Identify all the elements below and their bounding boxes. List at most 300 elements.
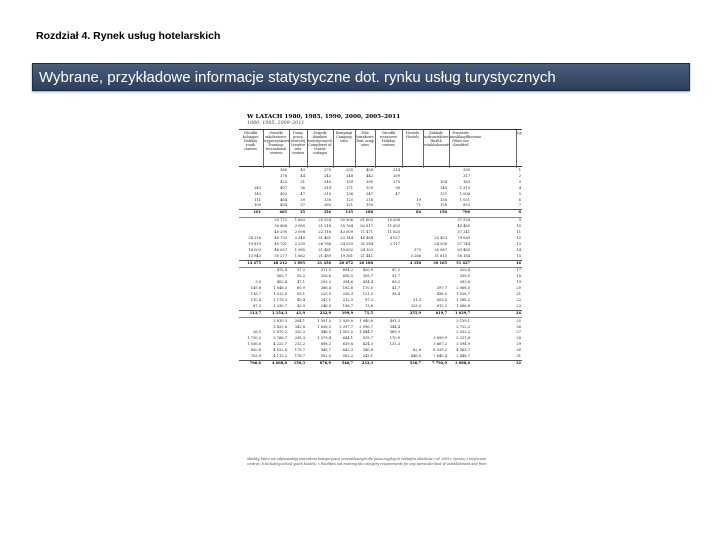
table-cell: 330 xyxy=(324,197,331,202)
table-cell: 365 xyxy=(324,203,331,208)
table-cell: 43,9 xyxy=(296,303,305,308)
table-cell: 4 027 xyxy=(389,235,400,240)
table-cell: 494 xyxy=(280,203,287,208)
table-cell: 1 636,3 xyxy=(317,324,331,329)
table-cell: 25 xyxy=(516,318,521,323)
table-cell: 4 363,7 xyxy=(456,348,470,353)
table-cell: 24 508 xyxy=(434,241,447,246)
table-cell: 136 xyxy=(346,191,353,196)
table-cell: 158 xyxy=(440,197,447,202)
section-divider xyxy=(239,267,522,268)
table-cell: 26,5 xyxy=(252,330,261,335)
slide-title-banner: Wybrane, przykładowe informacje statystyczne dot. rynku usług turystycznych xyxy=(32,63,690,91)
table-cell: 19 819 xyxy=(248,241,261,246)
table-cell: 199 xyxy=(346,179,353,184)
table-cell: 21 xyxy=(516,292,521,296)
table-cell: 3 810,3 xyxy=(273,318,287,323)
table-cell: 30 165 xyxy=(433,260,447,265)
table-cell: 111 xyxy=(254,197,261,202)
table-cell: 369,3 xyxy=(389,330,400,335)
table-cell: 110,4 xyxy=(250,297,261,302)
table-cell: 50,2 xyxy=(296,274,305,279)
table-cell: 16 xyxy=(516,260,522,265)
table-cell: 340,8 xyxy=(362,348,373,353)
table-header xyxy=(239,129,522,167)
table-cell: 47,1 xyxy=(296,280,305,285)
table-cell: 283,6 xyxy=(459,280,470,285)
table-cell: 497 xyxy=(280,185,287,190)
column-header: Zespoły domków turystycznych Complexes of tourist cottages xyxy=(307,130,332,168)
table-cell: 2 xyxy=(518,173,521,178)
table-cell: 179,7 xyxy=(294,348,305,353)
table-cell: 703,9 xyxy=(250,354,261,358)
column-header: Domy pracy twórczej Creative arts centres xyxy=(289,130,306,168)
table-cell: 519,7 xyxy=(362,336,373,341)
table-cell: 26 xyxy=(516,324,521,329)
table-cell: 24 303 xyxy=(360,247,373,252)
table-cell: 20 188 xyxy=(359,260,373,265)
table-cell: 21 489 xyxy=(318,253,331,258)
table-cell: 270 xyxy=(324,168,331,172)
table-cell: 63 465 xyxy=(457,247,470,252)
table-cell: 562,7 xyxy=(276,274,287,279)
table-cell: 3 667,2 xyxy=(433,342,447,347)
table-cell: 73,6 xyxy=(364,303,373,308)
table-years: 1980, 1985, 2009–2011 xyxy=(247,121,305,126)
table-cell: 21 441 xyxy=(360,253,373,258)
section-divider xyxy=(239,217,522,218)
table-cell: 2 066,0 xyxy=(456,286,470,291)
table-cell: 236,3 xyxy=(342,292,353,296)
column-header: Pozostałe niesklasyfikowane Other not classified xyxy=(449,130,471,168)
table-cell: 247 xyxy=(366,191,373,196)
table-cell: 31 461 xyxy=(318,235,331,240)
table-cell: 294,1 xyxy=(294,318,305,323)
table-cell: 3 297,7 xyxy=(339,324,353,329)
table-cell: 1 046,3 xyxy=(273,286,287,291)
table-cell: 8 335,2 xyxy=(433,348,447,353)
table-cell: 13 xyxy=(516,241,521,246)
table-cell: 245 xyxy=(254,185,261,190)
table-cell: 195 xyxy=(366,203,373,208)
table-cell: 3 xyxy=(518,179,521,184)
table-cell: 491,3 xyxy=(389,318,400,323)
column-header: Zakłady uzdrowiskowe Health establishments xyxy=(423,130,448,168)
table-cell: 11 653 xyxy=(387,224,400,229)
table-cell: 2 239 xyxy=(294,241,305,246)
table-cell: 20 672 xyxy=(339,260,353,265)
table-cell: 1 008 xyxy=(459,191,470,196)
table-cell: 945,7 xyxy=(320,348,331,353)
table-cell: 125 xyxy=(346,197,353,202)
table-cell: 248 xyxy=(346,173,353,178)
table-cell: 225,9 xyxy=(320,292,331,296)
table-cell: 30 xyxy=(516,348,521,353)
table-cell: 320,3 xyxy=(294,330,305,335)
table-cell: 87,3 xyxy=(252,303,261,308)
table-cell: 19 xyxy=(516,280,521,285)
table-cell: 642,3 xyxy=(342,348,353,353)
table-cell: 475,4 xyxy=(276,268,287,273)
table-cell: 344,4 xyxy=(389,324,400,329)
table-cell: 62,8 xyxy=(412,348,421,353)
column-header: Pola biwakowe Tent camp sites xyxy=(355,130,374,168)
table-cell: 644,1 xyxy=(342,336,353,341)
table-cell: 21 481 xyxy=(318,247,331,252)
table-cell: 766,6 xyxy=(249,360,261,365)
table-row xyxy=(239,260,522,266)
column-header: Lp xyxy=(516,130,522,168)
table-cell: 30 987 xyxy=(434,247,447,252)
table-cell: 5 xyxy=(518,191,521,196)
table-cell: 286,4 xyxy=(320,286,331,291)
table-cell: 1 212,0 xyxy=(273,292,287,296)
table-cell: 56 184 xyxy=(457,253,470,258)
chapter-heading: Rozdział 4. Rynek usług hotelarskich xyxy=(36,30,221,42)
table-cell: 170,0 xyxy=(362,286,373,291)
table-cell: 14 xyxy=(516,247,521,252)
table-cell: 44 xyxy=(300,173,305,178)
table-cell: 255 xyxy=(346,168,353,172)
table-cell: 1 154,3 xyxy=(271,310,287,315)
table-cell: 536,7 xyxy=(409,360,421,365)
table-cell: 19 692 xyxy=(340,247,353,252)
table-cell: 380 xyxy=(280,168,287,172)
table-cell: 31 xyxy=(516,354,521,358)
table-cell: 188 xyxy=(365,210,373,215)
table-cell: 87,2 xyxy=(391,268,400,273)
table-cell: 1 683 xyxy=(294,218,305,223)
table-cell: 16 003 xyxy=(248,247,261,252)
table-cell: 20 924 xyxy=(318,218,331,223)
table-cell: 17 xyxy=(516,268,521,273)
table-cell: 255,9 xyxy=(409,310,421,315)
table-cell: 100 xyxy=(254,203,261,208)
table-cell: 97,2 xyxy=(364,297,373,302)
table-cell: 178,7 xyxy=(294,354,305,358)
table-cell: 22 xyxy=(516,297,521,302)
table-cell: 47 xyxy=(300,191,305,196)
table-cell: 171 xyxy=(346,185,353,190)
table-cell: 84 xyxy=(415,210,421,215)
table-cell: 11 xyxy=(516,230,521,234)
table-cell: 1 730,3 xyxy=(247,336,261,341)
table-cell: 315 xyxy=(324,191,331,196)
table-cell: 36 xyxy=(300,185,305,190)
table-cell: 29 xyxy=(516,342,521,347)
table-cell: 1 895 xyxy=(293,260,305,265)
table-cell: 1 228,7 xyxy=(456,292,470,296)
table-cell: 60,9 xyxy=(296,286,305,291)
table-cell: 3 825,8 xyxy=(273,324,287,329)
table-cell: 317 xyxy=(463,173,470,178)
table-cell: 41,9 xyxy=(296,310,305,315)
table-cell: 158 xyxy=(440,203,447,208)
table-cell: 4 358 xyxy=(409,260,421,265)
table-cell: 2 096,7 xyxy=(359,324,373,329)
table-cell: 27 xyxy=(516,330,521,335)
table-cell: 420,9 xyxy=(362,268,373,273)
table-cell: 952,0 xyxy=(320,354,331,358)
table-cell: 898,2 xyxy=(320,342,331,347)
section-divider xyxy=(239,317,522,318)
table-cell: 212,2 xyxy=(294,342,305,347)
table-cell: 240 xyxy=(324,179,331,184)
table-cell: 24 939 xyxy=(340,241,353,246)
table-cell: 49 701 xyxy=(274,241,287,246)
table-cell: 270 xyxy=(393,179,400,184)
table-cell: 464 xyxy=(280,197,287,202)
table-cell: 1 844,7 xyxy=(359,330,373,335)
table-cell: 48 752 xyxy=(274,235,287,240)
table-cell: 71,5 xyxy=(364,310,373,315)
table-cell: 339 xyxy=(366,185,373,190)
table-cell: 223,3 xyxy=(410,303,421,308)
table-cell: 25 453 xyxy=(434,235,447,240)
table-cell: 458 xyxy=(366,168,373,172)
table-cell: 31 xyxy=(300,179,305,184)
table-cell: 90 xyxy=(395,185,400,190)
table-cell: 5 311,8 xyxy=(456,336,470,341)
table-cell: 43 xyxy=(300,168,305,172)
table-cell: 116,7 xyxy=(250,292,261,296)
table-cell: 49,4 xyxy=(296,297,305,302)
table-cell: 15 xyxy=(516,253,521,258)
table-cell: 30 868 xyxy=(274,224,287,229)
table-cell: 436,0 xyxy=(436,292,447,296)
table-cell: 242 xyxy=(324,173,331,178)
table-cell: 583,2 xyxy=(342,354,353,358)
table-cell: 59,1 xyxy=(296,292,305,296)
table-cell: 390 xyxy=(366,179,373,184)
table-cell: 2 117 xyxy=(389,241,400,246)
table-cell: 150,3 xyxy=(293,360,305,365)
table-cell: 653,0 xyxy=(436,297,447,302)
table-cell: 21 218 xyxy=(318,224,331,229)
table-cell: 4 xyxy=(518,185,521,190)
table-cell: 23 144 xyxy=(340,235,353,240)
table-cell: 212,9 xyxy=(342,297,353,302)
table-cell: 233,3 xyxy=(361,360,373,365)
table-note-pl: obiekty, które nie odpowiadają warunkom kategoryzacji przewidzianym dla poszczególnych rodzajów obiektów i od 2009 r. łącznie z miejscami xyxy=(247,457,486,461)
table-row xyxy=(239,360,522,366)
table-cell: 11 625 xyxy=(387,230,400,234)
table-cell: 14 475 xyxy=(247,260,261,265)
table-cell: 121,5 xyxy=(362,292,373,296)
table-cell: 3 899,9 xyxy=(433,336,447,341)
table-cell: 3 768,7 xyxy=(273,336,287,341)
table-cell: 1 230,7 xyxy=(273,303,287,308)
table-cell: 852 xyxy=(463,203,470,208)
table-cell: 639,8 xyxy=(342,342,353,347)
table-cell: 19 xyxy=(416,197,421,202)
table-cell: 7 640,4 xyxy=(433,354,447,358)
table-cell: 395 xyxy=(463,168,470,172)
table-cell: 3 266 xyxy=(410,253,421,258)
table-cell: 2 939,0 xyxy=(339,318,353,323)
table-cell: 8 xyxy=(518,210,521,215)
table-cell: 4 022,8 xyxy=(273,348,287,353)
table-cell: 37 xyxy=(300,203,305,208)
table-row xyxy=(239,209,522,215)
table-cell: 113,7 xyxy=(249,310,261,315)
table-cell: 170,9 xyxy=(389,336,400,341)
scanned-statistics-table xyxy=(233,112,527,482)
table-cell: 37 241 xyxy=(457,230,470,234)
table-cell: 50 277 xyxy=(274,253,287,258)
table-cell: 41,7 xyxy=(391,286,400,291)
table-cell: 104 xyxy=(440,179,447,184)
column-header: Kempingi Camping sites xyxy=(333,130,354,168)
table-cell: 89,2 xyxy=(391,280,400,285)
table-cell: 246,3 xyxy=(320,303,331,308)
table-cell: 13 943 xyxy=(248,253,261,258)
table-cell: 39 xyxy=(300,197,305,202)
table-cell: 946,5 xyxy=(320,330,331,335)
table-cell: 31 284 xyxy=(360,241,373,246)
table-cell: 55 764 xyxy=(340,224,353,229)
table-cell: 305,7 xyxy=(362,274,373,279)
table-cell: 34 316 xyxy=(248,235,261,240)
table-cell: 101 xyxy=(253,210,261,215)
table-cell: 135 xyxy=(345,210,353,215)
table-cell: 339,5 xyxy=(459,274,470,279)
table-cell: 58,4 xyxy=(391,292,400,296)
table-cell: 2 722,2 xyxy=(456,324,470,329)
table-cell: 1 319 xyxy=(459,185,470,190)
table-cell: 1 940,8 xyxy=(359,318,373,323)
table-cell: 1 862 xyxy=(294,253,305,258)
table-cell: 121 xyxy=(346,203,353,208)
table-cell: 446,0 xyxy=(410,354,421,358)
table-cell: 2 085 xyxy=(294,224,305,229)
table-cell: 12 xyxy=(516,235,521,240)
table-cell: 79 080 xyxy=(457,235,470,240)
table-cell: 293,2 xyxy=(320,280,331,285)
table-cell: 329,4 xyxy=(459,268,470,273)
table-cell: 1 031 xyxy=(459,197,470,202)
column-header: Hostele Hostels xyxy=(402,130,422,168)
table-cell: 397,7 xyxy=(436,286,447,291)
table-cell: 198,7 xyxy=(342,303,353,308)
table-cell: 149,8 xyxy=(250,286,261,291)
table-cell: 7 792,9 xyxy=(431,360,447,365)
table-cell: 22 118 xyxy=(318,230,331,234)
table-cell: 140 xyxy=(440,185,447,190)
table-cell: 48 212 xyxy=(273,260,287,265)
table-cell: 575 xyxy=(414,247,421,252)
table-cell: 232,9 xyxy=(319,310,331,315)
table-cell: 43 009 xyxy=(340,230,353,234)
table-cell: 4 068,8 xyxy=(271,360,287,365)
column-header: Ośrodki wczasowe Holiday centres xyxy=(375,130,401,168)
table-cell: 143 xyxy=(254,191,261,196)
table-cell: 378 xyxy=(280,173,287,178)
table-cell: 37 528 xyxy=(457,218,470,223)
table-cell: 91,7 xyxy=(391,274,400,279)
table-cell: 238,3 xyxy=(294,336,305,341)
table-cell: 343,8 xyxy=(294,324,305,329)
table-row xyxy=(239,310,522,316)
table-cell: 311,5 xyxy=(320,268,331,273)
table-cell: 32 xyxy=(516,360,522,365)
table-cell: 3 448,7 xyxy=(456,354,470,358)
table-cell: 3,0 xyxy=(255,280,261,285)
table-cell: 31 815 xyxy=(434,253,447,258)
table-cell: 82 817 xyxy=(360,224,373,229)
table-cell: 247,1 xyxy=(320,297,331,302)
table-cell: 24 xyxy=(516,310,522,315)
table-cell: 1 036,8 xyxy=(247,342,261,347)
table-cell: 21 456 xyxy=(317,260,331,265)
table-cell: 1 178,3 xyxy=(273,297,287,302)
table-cell: 434,4 xyxy=(362,280,373,285)
table-cell: 424,3 xyxy=(362,342,373,347)
table-cell: 820,8 xyxy=(250,348,261,353)
table-cell: 71 xyxy=(416,203,421,208)
table-cell: 37,2 xyxy=(296,268,305,273)
table-cell: 26 786 xyxy=(318,241,331,246)
table-cell: 35 xyxy=(299,210,305,215)
table-cell: 20 xyxy=(516,286,521,291)
table-cell: 2 870,2 xyxy=(273,330,287,335)
table-cell: 314 xyxy=(324,185,331,190)
table-cell: 1 591,3 xyxy=(317,318,331,323)
table-cell: 612,2 xyxy=(436,303,447,308)
table-cell: 48 057 xyxy=(274,247,287,252)
table-cell: 51 427 xyxy=(456,260,470,265)
table-cell: 9 xyxy=(518,218,521,223)
table-cell: 47 xyxy=(395,191,400,196)
table-cell: 422 xyxy=(280,179,287,184)
table-cell: 328,8 xyxy=(320,274,331,279)
table-cell: 28 xyxy=(516,336,521,341)
table-cell: 3 594,9 xyxy=(456,342,470,347)
table-cell: 10 xyxy=(516,224,521,229)
table-cell: 492 xyxy=(280,191,287,196)
table-cell: 158 xyxy=(439,210,447,215)
table-cell: 243,1 xyxy=(362,354,373,358)
table-cell: 18 xyxy=(516,274,521,279)
column-header: Ośrodki szkoleniowo-wypoczynkowe Training-recreational centres xyxy=(263,130,288,168)
table-cell: 656,5 xyxy=(342,274,353,279)
table-cell: 183 xyxy=(463,179,470,184)
table-cell: 394,6 xyxy=(342,280,353,285)
table-cell: 50 906 xyxy=(340,218,353,223)
table-title: W LATACH 1980, 1985, 1990, 2000, 2005–2011 xyxy=(247,114,401,120)
table-cell: 1 985 xyxy=(294,247,305,252)
table-cell: 2 340 xyxy=(294,235,305,240)
table-cell: 546,7 xyxy=(341,360,353,365)
table-notes xyxy=(247,457,523,466)
table-cell: 356 xyxy=(323,210,331,215)
table-cell: 4 222,7 xyxy=(273,342,287,347)
table-cell: 1 503,5 xyxy=(339,330,353,335)
table-cell: 31,3 xyxy=(412,297,421,302)
table-cell: 1 029,7 xyxy=(454,310,470,315)
table-cell: 1 379,4 xyxy=(317,336,331,341)
table-cell: 1 086,8 xyxy=(456,303,470,308)
table-cell: 23 xyxy=(516,303,521,308)
table-cell: 33 772 xyxy=(274,218,287,223)
table-cell: 3 088,6 xyxy=(454,360,470,365)
table-cell: 1 xyxy=(518,168,521,172)
table-cell: 402,4 xyxy=(276,280,287,285)
table-cell: 2 033,2 xyxy=(456,330,470,335)
table-cell: 694,2 xyxy=(342,268,353,273)
column-header: Ośrodki kolonijne Holiday youth centres xyxy=(242,131,259,151)
table-cell: 314 xyxy=(393,168,400,172)
